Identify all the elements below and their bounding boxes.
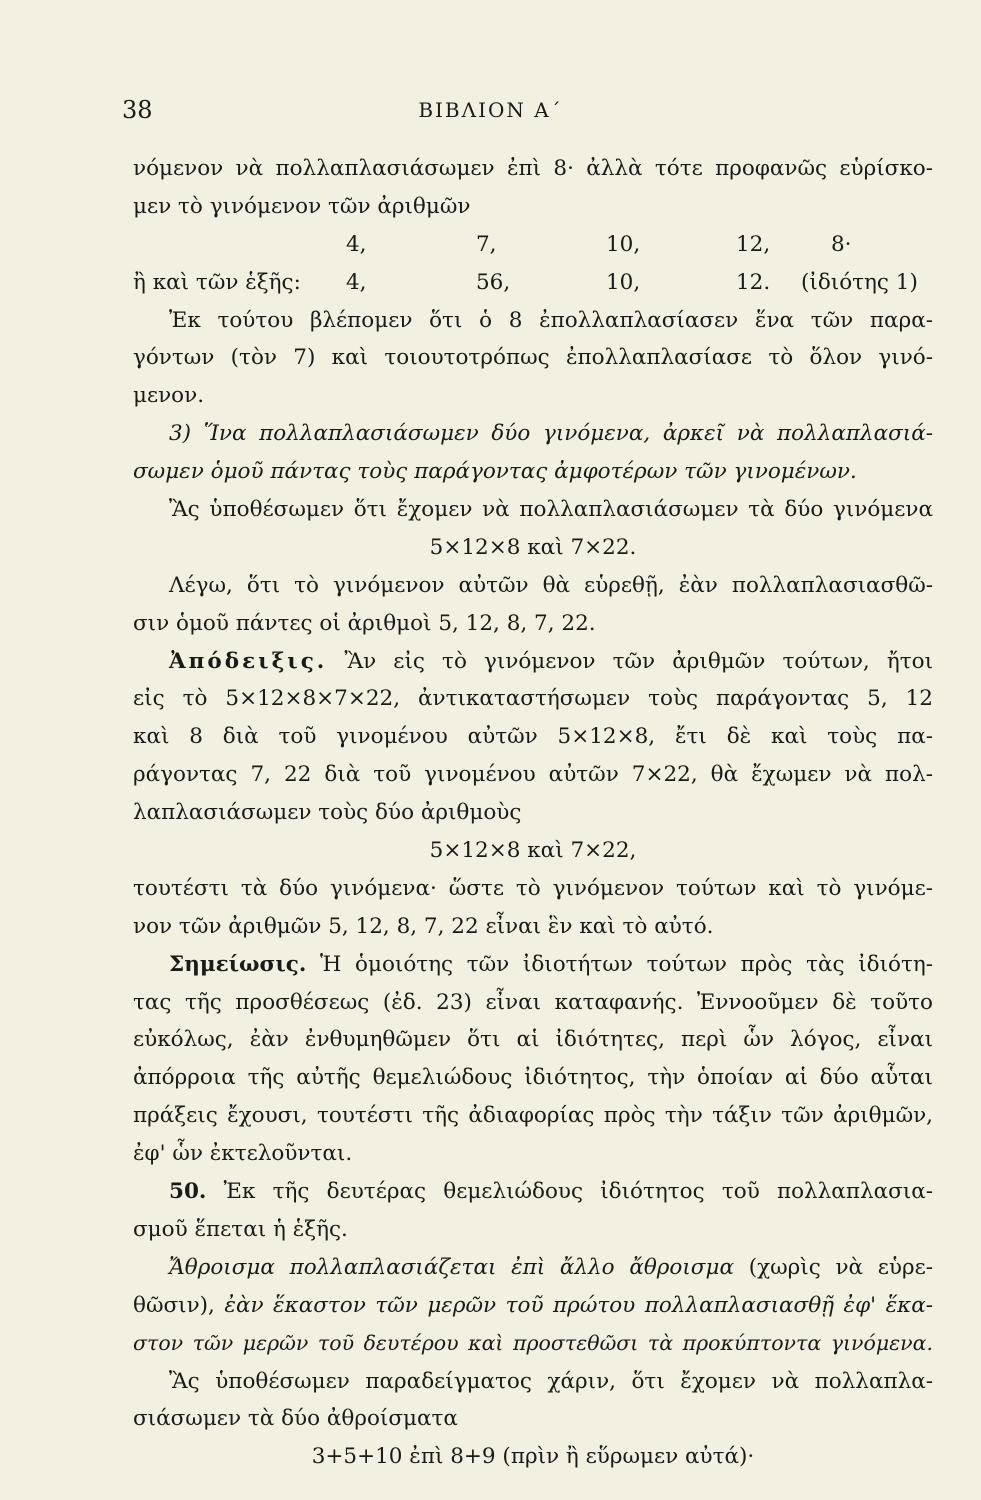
- number-cell: 7,: [476, 231, 497, 257]
- number-cell: 56,: [476, 269, 511, 295]
- note-heading: Σημείωσις.: [169, 951, 307, 977]
- text-line: λαπλασιάσωμεν τοὺς δύο ἀριθμοὺς: [133, 800, 522, 826]
- formula-line: 3+5+10 ἐπὶ 8+9 (πρὶν ἢ εὕρωμεν αὐτά)·: [311, 1444, 755, 1470]
- body-text: [133, 150, 933, 1476]
- number-cell: 4,: [346, 231, 367, 257]
- text-line: τας τῆς προσθέσεως (ἐδ. 23) εἶναι καταφανής. Ἐννοοῦμεν δὲ τοῦτο: [133, 989, 933, 1015]
- text-line: Ἐκ τούτου βλέπομεν ὅτι ὁ 8 ἐπολλαπλασίασεν ἕνα τῶν παρα-: [169, 307, 933, 333]
- text-line: ἀπόρροια τῆς αὐτῆς θεμελιώδους ἰδιότητος, τὴν ὁποίαν αἱ δύο αὗται: [133, 1065, 933, 1091]
- number-cell: 12,: [736, 231, 771, 257]
- section-number: 50.: [169, 1179, 207, 1205]
- text-line: ράγοντας 7, 22 διὰ τοῦ γινομένου αὐτῶν 7×22, θὰ ἔχωμεν νὰ πολ-: [133, 762, 933, 788]
- running-title: ΒΙΒΛΙΟΝ Α΄: [418, 98, 563, 122]
- text-line: νόμενον νὰ πολλαπλασιάσωμεν ἐπὶ 8· ἀλλὰ τότε προφανῶς εὑρίσκο-: [133, 156, 933, 181]
- number-cell: 10,: [606, 231, 641, 257]
- text-line: πράξεις ἔχουσι, τουτέστι τῆς ἀδιαφορίας πρὸς τὴν τάξιν τῶν ἀριθμῶν,: [133, 1103, 933, 1129]
- text-line: σιάσωμεν τὰ δύο ἀθροίσματα: [133, 1406, 458, 1432]
- text-line: Ἂς ὑποθέσωμεν παραδείγματος χάριν, ὅτι ἔχομεν νὰ πολλαπλα-: [169, 1368, 933, 1394]
- text-line: σμοῦ ἕπεται ἡ ἑξῆς.: [133, 1216, 348, 1242]
- text-line: Ἂς ὑποθέσωμεν ὅτι ἔχομεν νὰ πολλαπλασιάσωμεν τὰ δύο γινόμενα: [169, 497, 933, 523]
- property-note: (ἰδιότης 1): [801, 269, 918, 295]
- text-line: εὐκόλως, ἐὰν ἐνθυμηθῶμεν ὅτι αἱ ἰδιότητες, περὶ ὧν λόγος, εἶναι: [133, 1027, 933, 1053]
- text-line: νον τῶν ἀριθμῶν 5, 12, 8, 7, 22 εἶναι ἓν καὶ τὸ αὐτό.: [133, 913, 714, 939]
- number-cell: 4,: [346, 269, 367, 295]
- formula-line: 5×12×8 καὶ 7×22,: [429, 838, 637, 864]
- text-line: 50. Ἐκ τῆς δευτέρας θεμελιώδους ἰδιότητος τοῦ πολλαπλασια-: [169, 1179, 933, 1205]
- page-number: 38: [122, 96, 153, 124]
- proof-heading: Ἀπόδειξις.: [169, 648, 328, 674]
- rule-line: Ἄθροισμα πολλαπλασιάζεται ἐπὶ ἄλλο ἄθροισμα (χωρὶς νὰ εὑρε-: [169, 1254, 933, 1280]
- text-line: σιν ὁμοῦ πάντες οἱ ἀριθμοὶ 5, 12, 8, 7, 22.: [133, 610, 596, 636]
- number-cell: 12.: [736, 269, 771, 295]
- text-line: μενον.: [133, 383, 205, 409]
- text-line: Λέγω, ὅτι τὸ γινόμενον αὐτῶν θὰ εὑρεθῇ, ἐὰν πολλαπλασιασθῶ-: [169, 572, 933, 598]
- text-line: τουτέστι τὰ δύο γινόμενα· ὥστε τὸ γινόμενον τούτων καὶ τὸ γινόμε-: [133, 875, 933, 901]
- number-row: [133, 264, 933, 302]
- text-line: ἐφ' ὧν ἐκτελοῦνται.: [133, 1141, 353, 1167]
- page-header: [0, 96, 981, 136]
- text-line: γόντων (τὸν 7) καὶ τοιουτοτρόπως ἐπολλαπλασίασε τὸ ὅλον γινό-: [133, 345, 933, 371]
- formula-line: 5×12×8 καὶ 7×22.: [429, 534, 637, 560]
- rule-line: στον τῶν μερῶν τοῦ δευτέρου καὶ προστεθῶσι τὰ προκύπτοντα γινόμενα.: [133, 1330, 933, 1355]
- number-row: [133, 226, 933, 264]
- text-line: καὶ 8 διὰ τοῦ γινομένου αὐτῶν 5×12×8, ἔτι δὲ καὶ τοὺς πα-: [133, 724, 933, 750]
- text-line: μεν τὸ γινόμενον τῶν ἀριθμῶν: [133, 193, 471, 219]
- text-line: εἰς τὸ 5×12×8×7×22, ἀντικαταστήσωμεν τοὺς παράγοντας 5, 12: [133, 686, 933, 712]
- text-line: Ἀπόδειξις. Ἂν εἰς τὸ γινόμενον τῶν ἀριθμῶν τούτων, ἤτοι: [169, 648, 933, 674]
- row-label: ἢ καὶ τῶν ἑξῆς:: [133, 269, 301, 295]
- rule-line: 3) Ἵνα πολλαπλασιάσωμεν δύο γινόμενα, ἀρκεῖ νὰ πολλαπλασιά-: [169, 421, 933, 447]
- rule-line: σωμεν ὁμοῦ πάντας τοὺς παράγοντας ἀμφοτέρων τῶν γινομένων.: [133, 459, 857, 485]
- text-line: Σημείωσις. Ἡ ὁμοιότης τῶν ἰδιοτήτων τούτων πρὸς τὰς ἰδιότη-: [169, 951, 933, 977]
- number-cell: 8·: [831, 231, 852, 257]
- rule-number: 3): [169, 421, 192, 447]
- number-cell: 10,: [606, 269, 641, 295]
- rule-line: θῶσιν), ἐὰν ἕκαστον τῶν μερῶν τοῦ πρώτου πολλαπλασιασθῇ ἐφ' ἕκα-: [133, 1292, 933, 1318]
